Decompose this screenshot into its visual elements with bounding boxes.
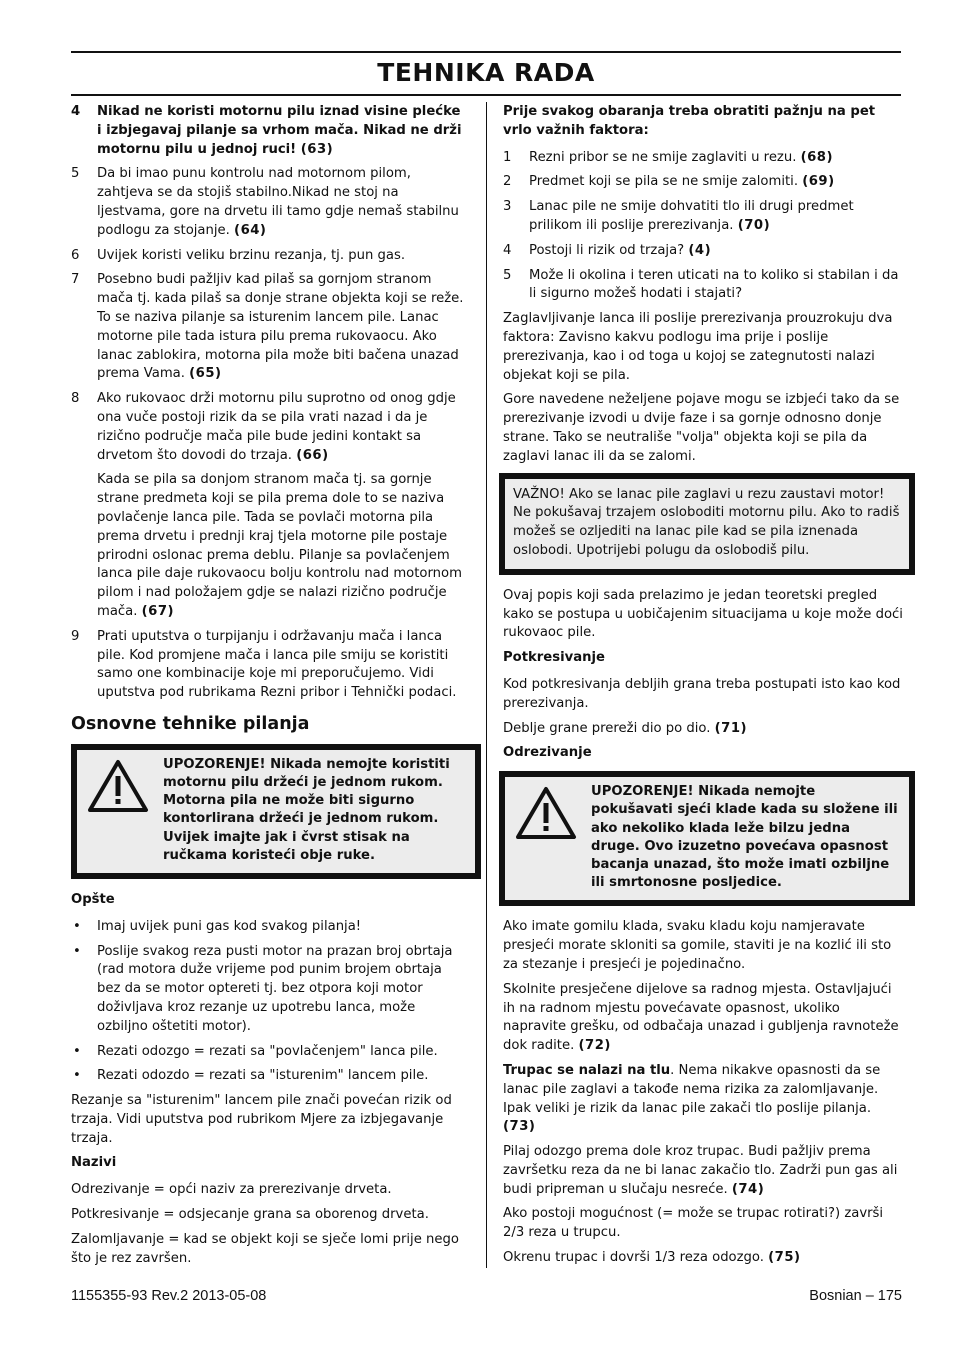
item-number: 5 — [503, 267, 512, 283]
header-bottom-rule — [71, 94, 901, 96]
note-text: VAŽNO! Ako se lanac pile zaglavi u rezu zaustavi motor! Ne pokušavaj trzajem osloboditi motornu pilu. Ako to radiš možeš se ozljediti na lanac pile kad se pila iznenada oslobodi. Upotrijebi polugu da oslobodiš pilu. — [513, 486, 900, 558]
item-text: Lanac pile ne smije dohvatiti tlo ili drugi predmet prilikom ili poslije prerezivanja. — [529, 199, 854, 233]
list-item — [71, 165, 469, 240]
item-number: 7 — [71, 272, 80, 288]
item-number: 5 — [71, 166, 80, 182]
paragraph — [503, 1143, 903, 1199]
paragraph: Ako imate gomilu klada, svaku kladu koju namjeravate presjeći morate skloniti sa gomile, staviti je na kozlić ili sto za stezanje i presjeći je pojedinačno. — [503, 919, 892, 972]
section-title: Osnovne tehnike pilanja — [71, 713, 310, 734]
paragraph: Zalomljavanje = kad se objekt koji se sječe lomi prije nego što je rez završen. — [71, 1231, 459, 1266]
item-number: 4 — [71, 104, 81, 119]
subsection-title: Odrezivanje — [503, 745, 592, 761]
item-number: 4 — [503, 242, 512, 258]
page-title: TEHNIKA RADA — [377, 58, 595, 87]
bullet-dot: • — [73, 943, 81, 959]
paragraph-text: Deblje grane prereži dio po dio. — [503, 720, 711, 736]
paragraph-text: Okrenu trupac i dovrši 1/3 reza odozgo. — [503, 1250, 764, 1266]
paragraph-text: Pilaj odozgo prema dole kroz trupac. Budi pažljiv prema završetku reza da ne bi lanac zakačio tlo. Zadrži pun gas ali budi pripreman u slučaju nesreće. — [503, 1144, 898, 1197]
warning-triangle-icon — [87, 758, 149, 814]
item-text: Rezni pribor se ne smije zaglaviti u rezu. — [529, 149, 797, 165]
factor-item — [503, 267, 903, 305]
figure-ref: (65) — [189, 366, 222, 382]
paragraph — [503, 720, 903, 739]
paragraph: Kod potkresivanja debljih grana treba postupati isto kao kod prerezivanja. — [503, 676, 901, 711]
item-number: 1 — [503, 149, 512, 165]
list-item — [71, 103, 469, 159]
paragraph-text: . Nema nikakve opasnosti da se lanac pile zaglavi a takođe nema rizika za zalomljavanje. Ipak veliki je rizik da lanac pile zakači tlo poslije pilanja. — [503, 1062, 881, 1116]
right-column — [503, 103, 903, 1274]
warning-text: UPOZORENJE! Nikada nemojte koristiti motornu pilu držeći je jednom rukom. Motorna pila ne može biti sigurno kontorlirana držeći je jednom rukom. Uvijek imajte jak i čvrst stisak na ručkama koristeći obje ruke. — [163, 756, 450, 863]
bullet-text: Rezati odozdo = rezati sa "isturenim" lancem pile. — [97, 1068, 429, 1084]
item-text: Prati uputstva o turpijanju i održavanju mača i lanca pile. Kod promjene mača i lanca pile smiju se koristiti samo one kombinacije koje mi preporučujemo. Vidi uputstva pod rubrikama Rezni pribor i Tehnički podaci. — [97, 628, 457, 701]
item-text: Posebno budi pažljiv kad pilaš sa gornjom stranom mača tj. kada pilaš sa donje strane objekta koji se reže. To se naziva pilanje sa isturenim lancem pile. Lanac motorne pile tada istura pilu prema rukovaocu. Ako lanac zablokira, motorna pila može biti bačena unazad prema Vama. — [97, 272, 464, 382]
item-number: 6 — [71, 247, 80, 263]
bullet-dot: • — [73, 918, 81, 934]
list-item — [71, 271, 469, 384]
item-text: Predmet koji se pila se ne smije zalomiti. — [529, 174, 799, 190]
paragraph: Gore navedene neželjene pojave mogu se izbjeći tako da se prerezivanje izvodi u dvije faze i sa gornje odnosno donje strane. Tako se neutrališe "volja" objekta koji se pila da zaglavi lanac ili da se zalomi. — [503, 392, 900, 464]
factor-item — [503, 149, 903, 168]
bullet-dot: • — [73, 1068, 81, 1084]
paragraph: Ako postoji mogućnost (= može se trupac rotirati?) završi 2/3 reza u trupcu. — [503, 1206, 884, 1241]
column-divider — [486, 102, 487, 1268]
list-item — [71, 628, 469, 703]
bullet-item — [71, 1043, 469, 1062]
warning-box — [71, 744, 481, 879]
factor-item — [503, 173, 903, 192]
bullet-item — [71, 918, 469, 937]
item-number: 3 — [503, 199, 512, 215]
left-column — [71, 103, 469, 1274]
figure-ref: (64) — [234, 222, 267, 238]
paragraph: Potkresivanje = odsjecanje grana sa oborenog drveta. — [71, 1207, 429, 1223]
paragraph — [503, 1249, 903, 1268]
warning-text: UPOZORENJE! Nikada nemojte pokušavati sjeći klade kada su složene ili ako nekoliko klada leže bilzu jedna druge. Ovo izuzetno povećava opasnost bacanja unazad, što može imati ozbiljne ili smrtonosne posljedice. — [591, 784, 898, 891]
warning-box — [499, 771, 915, 906]
figure-ref: (72) — [578, 1038, 611, 1054]
bullet-text: Rezati odozgo = rezati sa "povlačenjem" lanca pile. — [97, 1043, 438, 1059]
list-item — [71, 247, 469, 266]
figure-ref: (70) — [737, 217, 771, 233]
factor-item — [503, 198, 903, 236]
list-item — [71, 390, 469, 465]
figure-ref: (4) — [688, 242, 712, 258]
figure-ref: (63) — [300, 141, 334, 157]
subsection-title: Nazivi — [71, 1155, 117, 1171]
paragraph-text: Skolnite presječene dijelove sa radnog mjesta. Ostavljajući ih na radnom mjestu povećavate opasnost, ukoliko napravite grešku, od odbačaja unazad i gubljenja ravnoteže dok radite. — [503, 981, 899, 1054]
bullet-text: Poslije svakog reza pusti motor na prazan broj obrtaja (rad motora duže vrijeme pod punim brojem obrtaja bez da se motor optereti tj. bez otpora koji motor doživljava kroz rezanje uz upotrebu lanca, može ozbiljno oštetiti motor). — [97, 943, 453, 1034]
item-text: Uvijek koristi veliku brzinu rezanja, tj. pun gas. — [97, 247, 406, 263]
paragraph: Zaglavljivanje lanca ili poslije prerezivanja prouzrokuju dva faktora: Zavisno kakvu podlogu ima prije i poslije prerezivanja, kao i od toga u kojoj se zategnutosti nalazi objekat koji se pila. — [503, 311, 893, 383]
figure-ref: (74) — [731, 1181, 765, 1197]
figure-ref: (67) — [141, 603, 175, 619]
item-number: 8 — [71, 391, 80, 407]
subsection-title: Opšte — [71, 891, 115, 907]
item-text: Kada se pila sa donjom stranom mača tj. sa gornje strane predmeta koji se pila prema dole to se naziva povlačenje lanca pile. Tada se povlači motorna pila prema drvetu i prednji kraj tjela motorne pile postaje prirodni oslonac prema deblu. Pilanje sa povlačenjem lanca pile daje rukovaocu bolju kontrolu nad motornom pilom i nad položajem gdje se nalazi rizično područje mača. — [97, 472, 462, 619]
paragraph: Rezanje sa "isturenim" lancem pile znači povećan rizik od trzaja. Vidi uputstva pod rubrikom Mjere za izbjegavanje trzaja. — [71, 1093, 452, 1146]
figure-ref: (73) — [503, 1119, 536, 1135]
paragraph — [503, 1062, 903, 1137]
item-text: Nikad ne koristi motornu pilu iznad visine plećke i izbjegavaj pilanje sa vrhom mača. Nikad ne drži motornu pilu u jednoj ruci! — [97, 104, 462, 157]
item-text: Ako rukovaoc drži motornu pilu suprotno od onog gdje ona vuče postoji rizik da se pila vrati nazad i da je rizično područje mača pile bude jedini kontakt sa drvetom što dovodi do trzaja. — [97, 391, 456, 463]
item-text: Postoji li rizik od trzaja? — [529, 242, 685, 258]
figure-ref: (66) — [296, 447, 329, 463]
bullet-text: Imaj uvijek puni gas kod svakog pilanja! — [97, 918, 362, 934]
paragraph — [503, 981, 903, 1056]
paragraph: Ovaj popis koji sada prelazimo je jedan teoretski pregled kako se postupa u uobičajenim situacijama u koje može doći rukovaoc pile. — [503, 587, 903, 641]
paragraph: Odrezivanje = opći naziv za prerezivanje drveta. — [71, 1182, 392, 1198]
bold-lead: Trupac se nalazi na tlu — [503, 1062, 671, 1078]
figure-ref: (75) — [768, 1250, 801, 1266]
item-text: Da bi imao punu kontrolu nad motornom pilom, zahtjeva se da stojiš stabilno.Nikad ne stoj na ljestvama, gore na drvetu ili tamo gdje nemaš stabilnu podlogu za stojanje. — [97, 166, 459, 238]
item-number: 9 — [71, 628, 80, 644]
subsection-title: Potkresivanje — [503, 650, 605, 666]
item-number: 2 — [503, 174, 512, 190]
figure-ref: (69) — [802, 174, 835, 190]
figure-ref: (71) — [714, 720, 748, 736]
footer-doc-id: 1155355-93 Rev.2 2013-05-08 — [71, 1288, 267, 1304]
item-text: Može li okolina i teren uticati na to koliko si stabilan i da li sigurno možeš hodati i stajati? — [529, 267, 899, 302]
bullet-dot: • — [73, 1043, 81, 1059]
bullet-item — [71, 943, 469, 1037]
warning-triangle-icon — [515, 785, 577, 841]
intro-text: Prije svakog obaranja treba obratiti pažnju na pet vrlo važnih faktora: — [503, 104, 876, 138]
list-item-continuation — [71, 471, 469, 621]
footer-page-number: Bosnian – 175 — [809, 1288, 902, 1304]
important-note-box — [499, 473, 915, 575]
bullet-item — [71, 1067, 469, 1086]
factor-item — [503, 242, 903, 261]
header-top-rule — [71, 51, 901, 53]
figure-ref: (68) — [800, 149, 834, 165]
